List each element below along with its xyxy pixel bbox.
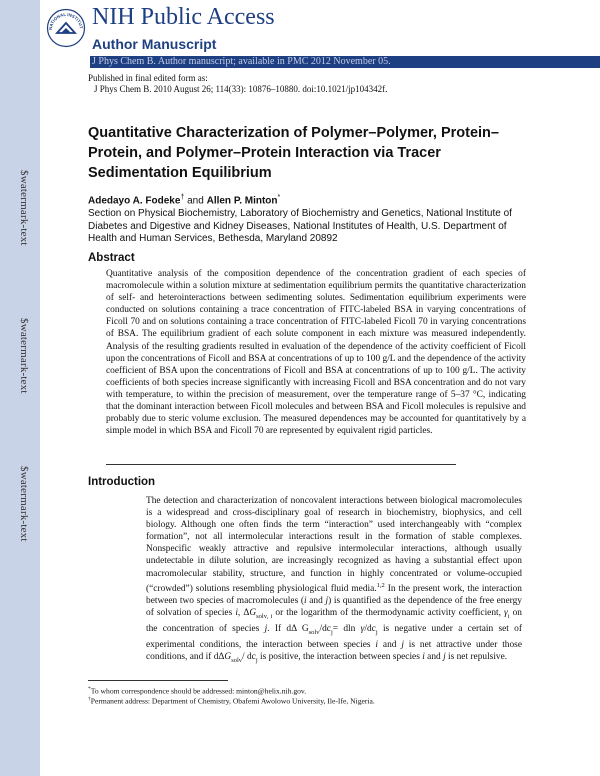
- intro-text-o: is positive, the interaction between species: [257, 652, 423, 662]
- abstract-heading: Abstract: [88, 252, 135, 264]
- affiliation: Section on Physical Biochemistry, Laboratory of Biochemistry and Genetics, National Institute of Diabetes and Digestive and Kidney Diseases, National Institutes of Health, U.S. Department of Health and Human Services, Bethesda, Maryland 20892: [88, 208, 512, 244]
- watermark-text-2: $watermark-text: [18, 318, 30, 394]
- svg-text:NATIONAL INSTITUTES OF HEALTH: [46, 8, 84, 30]
- watermark-text-1: $watermark-text: [18, 170, 30, 246]
- footnote-2-mark: †: [88, 696, 91, 702]
- and-word: and: [187, 195, 204, 207]
- var-gamma: γ: [504, 607, 508, 618]
- intro-paragraph-part: The detection and characterization of noncovalent interactions between biological macromolecules is a widespread and cross-disciplinary goal of research in biochemistry, biophysics, and cell biology. Although one often finds the term “interaction” used interchangeably with “complex formation”, not all intermolecular interactions result in the formation of stable complexes. Nonspecific weakly attractive and repulsive intermolecular interactions, although usually undetectable in dilute solution, are increasingly recognized as having a substantial effect upon macromolecular stability, structure, and function in highly concentrated or volume-occupied (“crowded”) solutions resembling physiological fluid media.: [146, 496, 522, 594]
- var-i: i: [422, 652, 425, 662]
- intro-text-g: . If: [267, 623, 287, 634]
- paper-title: Quantitative Characterization of Polymer–Polymer, Protein–Protein, and Polymer–Protein Interaction via Tracer Sedimentation Equilibrium: [88, 125, 499, 181]
- introduction-heading: Introduction: [88, 476, 156, 488]
- footnote-1-mark: *: [88, 686, 91, 692]
- sub-j: j: [330, 628, 333, 636]
- sub-j: j: [375, 628, 378, 636]
- intro-text-k: is negative under a certain set of experimental conditions, the interaction between species: [146, 623, 522, 650]
- var-j: j: [264, 623, 268, 634]
- author-2-mark: *: [277, 194, 281, 201]
- var-g: G: [249, 607, 257, 618]
- intro-text-d: , Δ: [237, 607, 250, 618]
- intro-text-b: and: [306, 595, 326, 606]
- author-1: Adedayo A. Fodeke: [88, 195, 181, 207]
- intro-text-j: /dc: [364, 623, 376, 634]
- published-form-label: Published in final edited form as:: [88, 73, 208, 83]
- intro-text-f: on the concentration of species: [146, 607, 522, 634]
- var-i: i: [304, 595, 307, 606]
- citation-ref: 1,2: [376, 581, 385, 589]
- var-gamma: γ: [360, 623, 365, 634]
- citation-line: J Phys Chem B. 2010 August 26; 114(33): 10876–10880. doi:10.1021/jp104342f.: [94, 84, 388, 94]
- logo-text: NATIONAL INSTITUT: [47, 11, 84, 31]
- intro-text-c: ) is quantified as the dependence of the free energy of solvation of species: [146, 595, 522, 618]
- footnote-correspondence: [88, 686, 306, 696]
- manuscript-availability-note: J Phys Chem B. Author manuscript; available in PMC 2012 November 05.: [92, 56, 391, 67]
- left-sidebar: [0, 0, 40, 776]
- intro-text-m: is net attractive under those conditions, and if dΔ: [146, 639, 522, 662]
- nih-logo: [46, 8, 86, 48]
- intro-text-h: /dc: [319, 623, 331, 634]
- intro-text-l: and: [378, 639, 402, 650]
- var-g: G: [224, 652, 232, 662]
- footnote-2-text: Permanent address: Department of Chemistry, Obafemi Awolowo University, Ile-Ife, Nigeria.: [90, 696, 375, 706]
- author-manuscript-label: Author Manuscript: [92, 36, 217, 52]
- footnote-permanent-address: [88, 696, 375, 706]
- watermark-text-3: $watermark-text: [18, 466, 30, 542]
- author-1-mark: †: [180, 194, 185, 201]
- sub-j: j: [255, 656, 258, 664]
- intro-text-q: is net repulsive.: [445, 652, 508, 662]
- sub-solv-i: solv, i: [256, 612, 273, 620]
- introduction-text: [146, 495, 522, 667]
- author-list: [88, 194, 280, 206]
- var-dg: dΔ G: [286, 623, 309, 634]
- abstract-divider: [106, 464, 456, 465]
- sub-solv: solv: [308, 628, 320, 636]
- author-2: Allen P. Minton: [206, 195, 278, 207]
- abstract-text: Quantitative analysis of the composition dependence of the concentration gradient of each species of macromolecule within a solution mixture at sedimentation equilibrium permits the quantitative characterization of self- and heterointeractions between sedimenting solutes. Sedimentation equilibrium experiments were conducted on solutions containing a trace concentration of FITC-labeled BSA in varying concentrations of Ficoll 70 and on solutions containing a trace concentration of FITC-labeled Ficoll 70 in varying concentrations of BSA. The equilibrium gradient of each solute component in each mixture was measured independently. Analysis of the resulting gradients resulted in evaluation of the dependence of the activity coefficient of Ficoll upon the concentrations of Ficoll and BSA at concentrations of up to 100 g/L and the dependence of the activity coefficient of BSA upon the concentrations of Ficoll and BSA at concentrations of up to 100 g/L. The activity coefficients of both species increase significantly with increasing Ficoll and BSA concentration and do not vary with temperature, to within the precision of measurement, over the temperature range of 5–37 °C, indicating that the dominant interaction between Ficoll molecules and between BSA and Ficoll molecules is repulsive and probably due to steric volume exclusion. The measured dependences may be accounted for quantitatively by a simple model in which BSA and Ficoll 70 are represented by equivalent rigid particles.: [106, 269, 526, 437]
- intro-text-a: In the present work, the interaction between two species of macromolecules (: [146, 583, 522, 606]
- sub-i: i: [507, 612, 510, 620]
- footnote-1-text: To whom correspondence should be addressed: minton@helix.nih.gov.: [90, 686, 307, 696]
- var-i: i: [235, 607, 238, 618]
- intro-text-e: or the logarithm of the thermodynamic activity coefficient,: [272, 607, 505, 618]
- intro-text-i: = dln: [332, 623, 361, 634]
- intro-text-n: / dc: [242, 652, 256, 662]
- var-i: i: [375, 639, 379, 650]
- var-j: j: [443, 652, 446, 662]
- sub-solv: solv: [231, 656, 243, 664]
- var-j: j: [325, 595, 329, 606]
- footnote-divider: [88, 680, 228, 681]
- nih-public-access-title: NIH Public Access: [92, 4, 275, 30]
- var-j: j: [401, 639, 404, 650]
- intro-text-p: and: [424, 652, 444, 662]
